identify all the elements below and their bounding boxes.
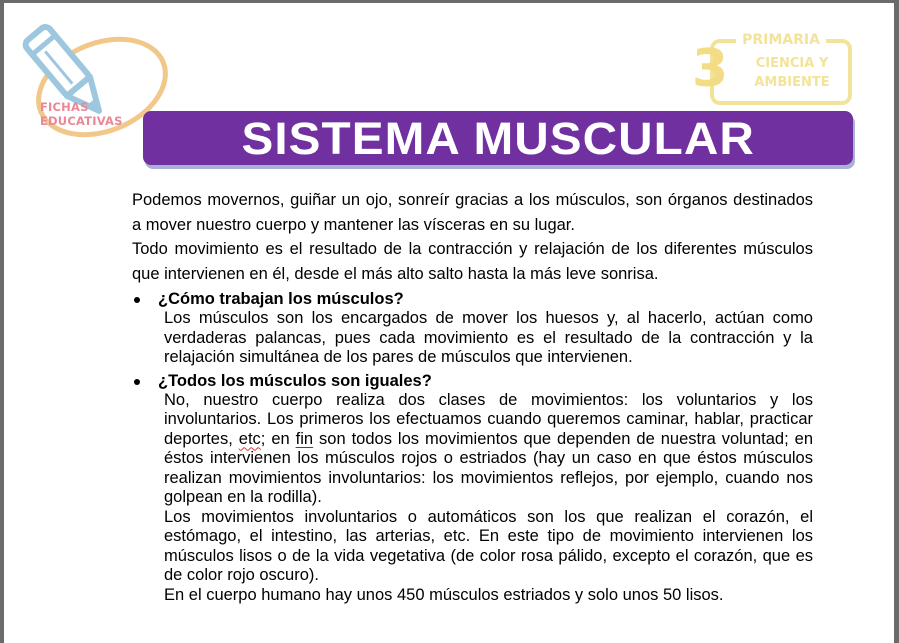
section-paragraph: Los músculos son los encargados de mover los huesos y, al hacerlo, actúan como verdaderas palancas, pues cada movimiento es el resultado de la contracción y la relajación simultánea de los pares de músculos que intervienen. [164, 309, 813, 366]
subject-line2: AMBIENTE [754, 75, 830, 90]
title-banner [143, 111, 853, 165]
section-heading-text: ¿Todos los músculos son iguales? [158, 371, 432, 390]
section-heading-text: ¿Cómo trabajan los músculos? [158, 290, 404, 308]
grammar-flagged-word[interactable]: fin [295, 429, 314, 448]
section-heading [132, 371, 813, 391]
bullet-icon [134, 297, 140, 303]
intro-paragraph-2: Todo movimiento es el resultado de la contracción y relajación de los diferentes músculos que intervienen en él, desde el más alto salto hasta la más leve sonrisa. [132, 240, 813, 283]
page-title: SISTEMA MUSCULAR [241, 112, 755, 164]
section-body [132, 391, 813, 606]
text-run: son todos los movimientos que dependen de nuestra voluntad; en éstos intervienen los músculos rojos o estriados (hay un caso en que éstos músculos realizan movimientos involuntarios: los movimientos reflejos, por ejemplo, cuando nos golpean en la rodilla). [164, 429, 813, 506]
text-run: No, nuestro cuerpo realiza dos clases de movimientos: los voluntarios y los involuntarios. Los primeros los efectuamos cuando queremos caminar, hablar, practicar deportes, [164, 390, 813, 448]
logo-text-educativas: EDUCATIVAS [40, 114, 123, 128]
grade-number: 3 [692, 39, 729, 99]
intro [132, 188, 813, 286]
section-paragraph-involuntary: Los movimientos involuntarios o automáticos son los que realizan el corazón, el estómago, el intestino, las arterias, etc. En este tipo de movimiento intervienen los músculos lisos o de la vida vegetativa (de color rosa pálido, excepto el corazón, que es de color rojo oscuro). [164, 507, 813, 584]
section-heading [132, 289, 813, 309]
spellcheck-word[interactable]: etc [238, 429, 261, 448]
logo-text-fichas: FICHAS [40, 100, 89, 114]
section-are-all-muscles-equal [132, 371, 813, 606]
subject-line1: CIENCIA Y [755, 56, 829, 71]
section-body [132, 309, 813, 368]
grade-subject-badge [690, 27, 855, 111]
level-label: PRIMARIA [742, 32, 820, 48]
intro-paragraph-1: Podemos movernos, guiñar un ojo, sonreír gracias a los músculos, son órganos destinados a mover nuestro cuerpo y mantener las vísceras en su lugar. [132, 191, 813, 234]
section-paragraph-voluntary [164, 391, 813, 508]
section-how-muscles-work [132, 289, 813, 368]
document-page [4, 3, 894, 643]
section-paragraph-count: En el cuerpo humano hay unos 450 músculos estriados y solo unos 50 lisos. [164, 585, 724, 604]
text-run: ; en [260, 429, 296, 448]
bullet-icon [134, 379, 140, 385]
document-body [132, 188, 813, 605]
